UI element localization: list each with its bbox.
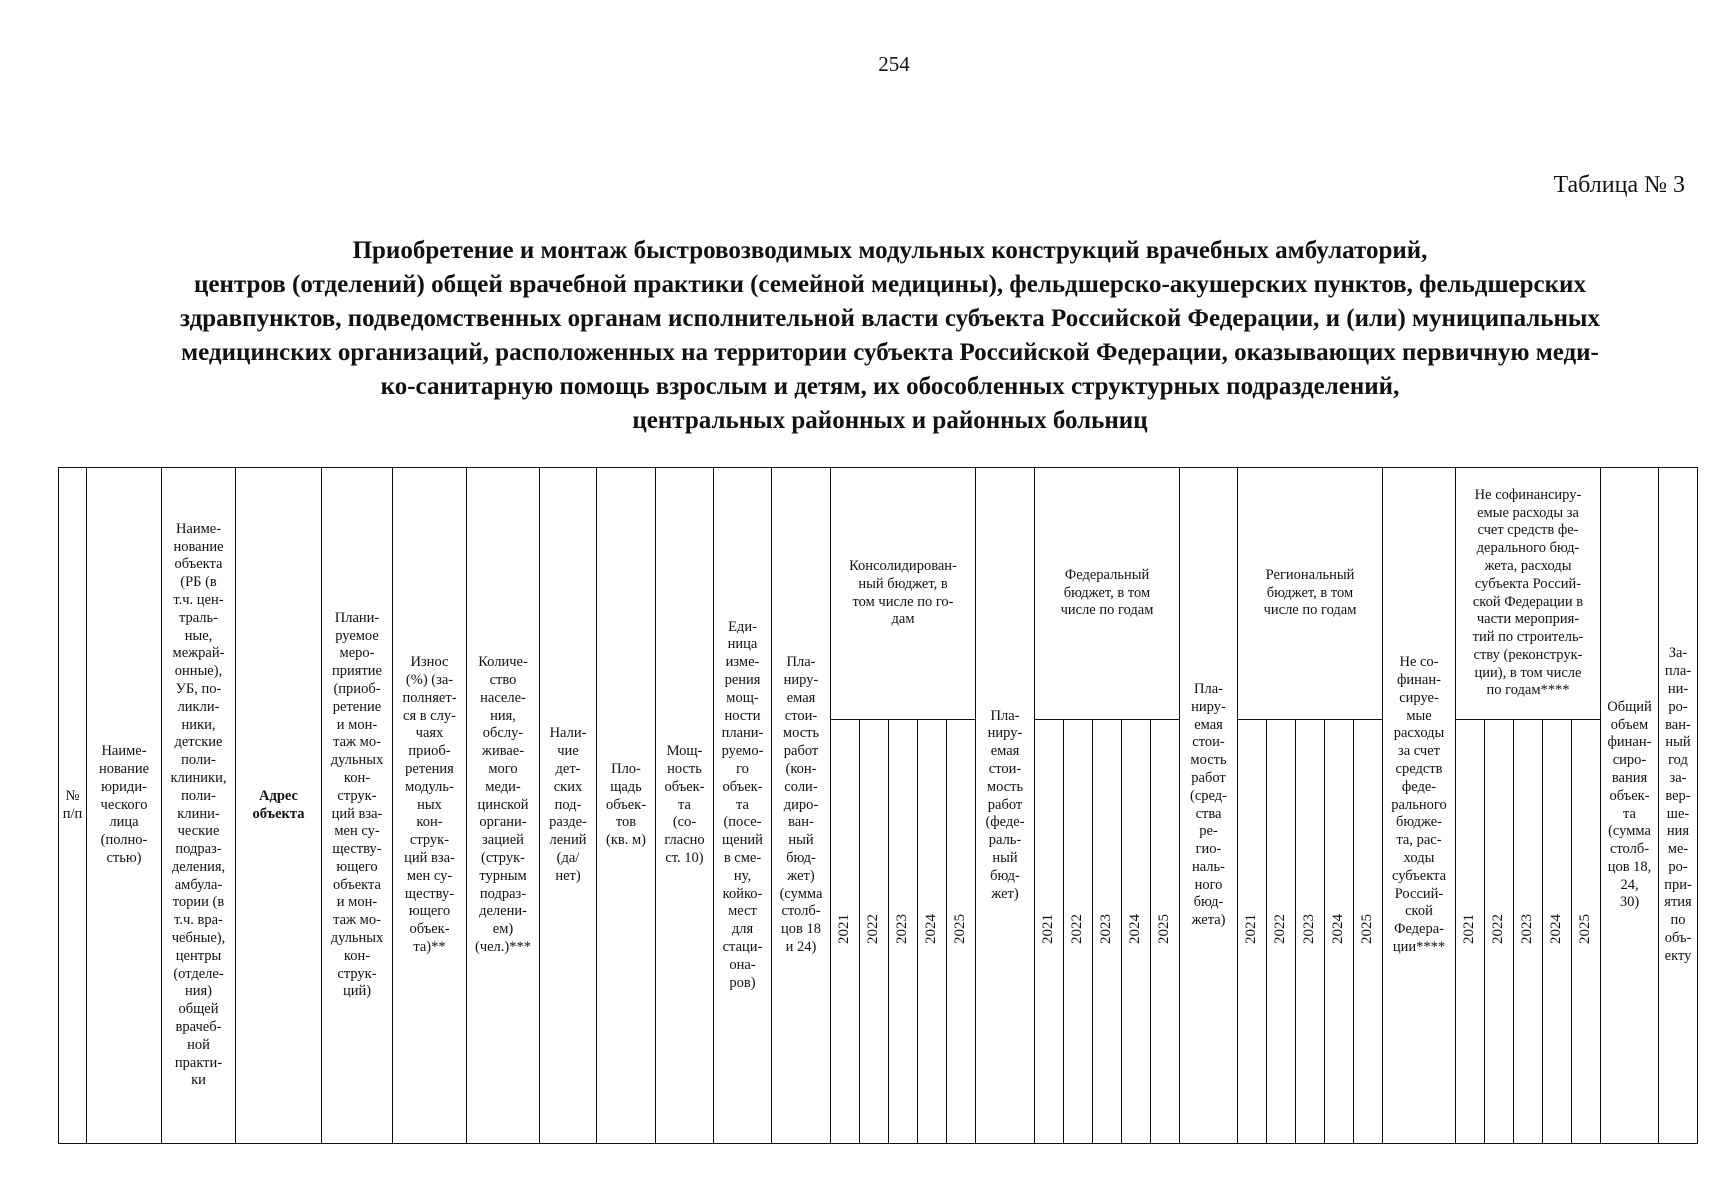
col-object-name-header: Наиме- нование объекта (РБ (в т.ч. цен- траль- ные, межрай- онные), УБ, по- ликли- ники, детские поли- клиники, поли- клини- ческие подраз- деления, амбула- тории (в т.ч. вра- чебные), центры (отделе- ния) общей врачеб- ной практи- ки — [162, 468, 236, 1144]
col-population-header: Количе- ство населе- ния, обслу- живае- мого меди- цинской органи- зацией (струк- турным подраз- делени- ем) (чел.)*** — [467, 468, 540, 1144]
col-legal-entity-header: Наиме- нование юриди- ческого лица (полно- стью) — [87, 468, 162, 1144]
year-label: 2022 — [1490, 913, 1507, 944]
year-label: 2021 — [836, 913, 853, 944]
year-cell — [1151, 720, 1180, 1144]
federal-budget-group-header: Федеральный бюджет, в том числе по годам — [1035, 468, 1180, 720]
year-cell — [1296, 720, 1325, 1144]
year-cell — [860, 720, 889, 1144]
year-cell — [1093, 720, 1122, 1144]
year-label: 2022 — [1069, 913, 1086, 944]
year-label: 2024 — [1127, 913, 1144, 944]
col-planned-measure-header: Плани- руемое меро- приятие (приоб- ретение и мон- таж мо- дульных кон- струк- ций вза- мен су- ществу- ющего объекта и мон- таж мо- дульных кон- струк- ций) — [322, 468, 393, 1144]
year-label: 2021 — [1461, 913, 1478, 944]
year-label: 2023 — [1301, 913, 1318, 944]
col-planned-cost-regional-header: Пла- ниру- емая стои- мость работ (сред- ства ре- гио- наль- ного бюд- жета) — [1180, 468, 1238, 1144]
year-label: 2022 — [865, 913, 882, 944]
title-line: центральных районных и районных больниц — [632, 407, 1148, 434]
page-number: 254 — [878, 52, 910, 76]
year-label: 2025 — [1577, 913, 1594, 944]
year-label: 2024 — [923, 913, 940, 944]
col-address-header: Адрес объекта — [236, 468, 322, 1144]
year-cell — [1064, 720, 1093, 1144]
year-cell — [1543, 720, 1572, 1144]
year-cell — [1354, 720, 1383, 1144]
title-line: центров (отделений) общей врачебной практики (семейной медицины), фельдшерско-акушерских пунктов, фельдшерских — [194, 271, 1586, 298]
col-capacity-unit-header: Еди- ница изме- рения мощ- ности плани- руемо- го объек- та (посе- щений в сме- ну, койко- мест для стаци- она- ров) — [714, 468, 772, 1144]
col-planned-cost-consolidated-header: Пла- ниру- емая стои- мость работ (кон- соли- диро- ван- ный бюд- жет) (сумма столб- цов 18 и 24) — [772, 468, 831, 1144]
year-cell — [918, 720, 947, 1144]
col-capacity-header: Мощ- ность объек- та (со- гласно ст. 10) — [656, 468, 714, 1144]
year-cell — [1456, 720, 1485, 1144]
year-label: 2023 — [1519, 913, 1536, 944]
noncofinanced-group-header: Не софинансиру- емые расходы за счет средств фе- дерального бюд- жета, расходы субъекта Россий- ской Федерации в части мероприя- тий по строитель- ству (реконструк- ции), в том числе по годам**** — [1456, 468, 1601, 720]
col-total-financing-header: Общий объем финан- сиро- вания объек- та (сумма столб- цов 18, 24, 30) — [1601, 468, 1659, 1144]
year-cell — [1238, 720, 1267, 1144]
year-label: 2021 — [1243, 913, 1260, 944]
year-cell — [1485, 720, 1514, 1144]
year-label: 2021 — [1040, 913, 1057, 944]
year-cell — [947, 720, 976, 1144]
year-label: 2022 — [1272, 913, 1289, 944]
year-cell — [1122, 720, 1151, 1144]
year-label: 2023 — [1098, 913, 1115, 944]
year-cell — [1325, 720, 1354, 1144]
title-line: Приобретение и монтаж быстровозводимых модульных конструкций врачебных амбулаторий, — [352, 237, 1428, 264]
year-cell — [1035, 720, 1064, 1144]
year-label: 2025 — [952, 913, 969, 944]
col-area-header: Пло- щадь объек- тов (кв. м) — [597, 468, 656, 1144]
consolidated-budget-group-header: Консолидирован- ный бюджет, в том числе по го- дам — [831, 468, 976, 720]
col-wear-header: Износ (%) (за- полняет- ся в слу- чаях приоб- ретения модуль- ных кон- струк- ций вза- мен су- ществу- ющего объек- та)** — [393, 468, 467, 1144]
year-label: 2025 — [1359, 913, 1376, 944]
title-line: ко-санитарную помощь взрослым и детям, их обособленных структурных подразделений, — [380, 373, 1400, 400]
col-noncofinanced-header: Не со- финан- сируе- мые расходы за счет средств феде- рального бюдже- та, рас- ходы субъекта Россий- ской Федера- ции**** — [1383, 468, 1456, 1144]
financing-table — [58, 467, 1698, 1144]
year-label: 2025 — [1156, 913, 1173, 944]
year-cell — [889, 720, 918, 1144]
year-cell — [1514, 720, 1543, 1144]
col-children-units-header: Нали- чие дет- ских под- разде- лений (да/ нет) — [540, 468, 597, 1144]
col-completion-year-header: За- пла- ни- ро- ван- ный год за- вер- ше- ния ме- ро- при- ятия по объ- екту — [1659, 468, 1698, 1144]
year-label: 2023 — [894, 913, 911, 944]
regional-budget-group-header: Региональный бюджет, в том числе по годам — [1238, 468, 1383, 720]
year-label: 2024 — [1548, 913, 1565, 944]
year-cell — [1572, 720, 1601, 1144]
table-label: Таблица № 3 — [1553, 172, 1685, 198]
col-number-header: № п/п — [59, 468, 87, 1144]
col-planned-cost-federal-header: Пла- ниру- емая стои- мость работ (феде- раль- ный бюд- жет) — [976, 468, 1035, 1144]
table-title — [80, 234, 1700, 438]
year-cell — [831, 720, 860, 1144]
title-line: медицинских организаций, расположенных на территории субъекта Российской Федерации, оказывающих первичную меди- — [181, 339, 1599, 366]
title-line: здравпунктов, подведомственных органам исполнительной власти субъекта Российской Федерации, и (или) муниципальных — [180, 305, 1600, 332]
year-cell — [1267, 720, 1296, 1144]
year-label: 2024 — [1330, 913, 1347, 944]
